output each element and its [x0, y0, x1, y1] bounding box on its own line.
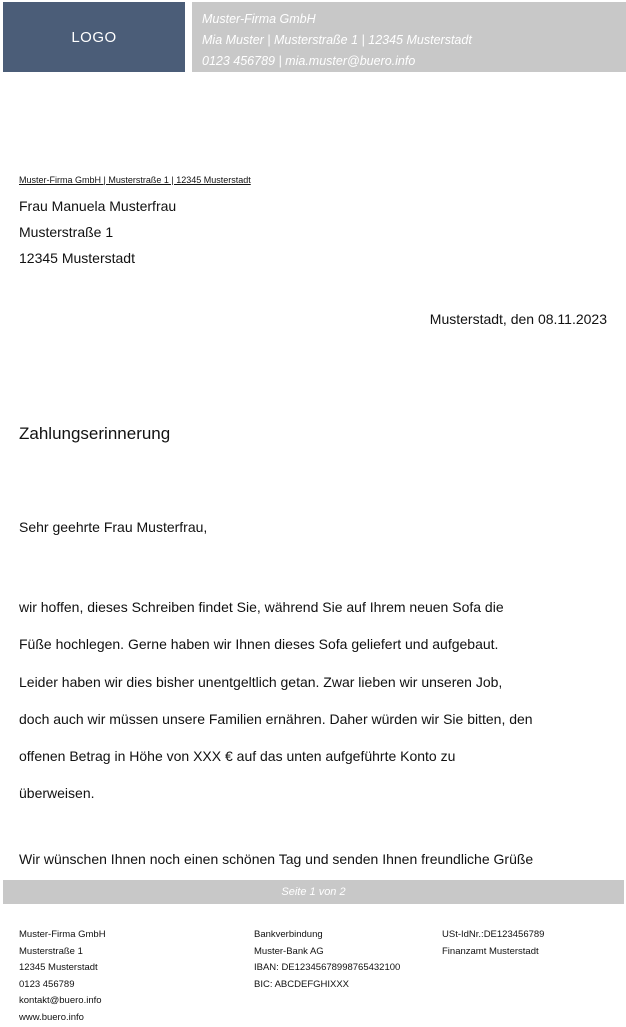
footer-company-website: www.buero.info — [19, 1011, 84, 1023]
footer-company-column — [19, 927, 106, 1027]
footer-tax-column — [442, 927, 544, 960]
body-line: Leider haben wir dies bisher unentgeltlich getan. Zwar lieben wir unseren Job, — [19, 673, 503, 690]
letterhead-contact: 0123 456789 | mia.muster@buero.info — [202, 54, 416, 68]
footer-bank-column — [254, 927, 400, 993]
footer-company-phone: 0123 456789 — [19, 978, 75, 990]
letterhead-address: Mia Muster | Musterstraße 1 | 12345 Musterstadt — [202, 33, 472, 47]
letter-date: Musterstadt, den 08.11.2023 — [429, 311, 607, 327]
salutation: Sehr geehrte Frau Musterfrau, — [19, 519, 208, 535]
page-indicator-bar — [3, 880, 624, 904]
footer-bank-heading: Bankverbindung — [254, 929, 323, 940]
recipient-name: Frau Manuela Musterfrau — [19, 198, 177, 214]
page-indicator: Seite 1 von 2 — [281, 886, 346, 898]
closing-line: Wir wünschen Ihnen noch einen schönen Tag und senden Ihnen freundliche Grüße — [19, 851, 534, 867]
body-line: Füße hochlegen. Gerne haben wir Ihnen dieses Sofa geliefert und aufgebaut. — [19, 636, 499, 653]
footer-company-email: kontakt@buero.info — [19, 995, 102, 1007]
letterhead-company: Muster-Firma GmbH — [202, 12, 316, 26]
body-line: offenen Betrag in Höhe von XXX € auf das unten aufgeführte Konto zu — [19, 748, 456, 765]
body-line: wir hoffen, dieses Schreiben findet Sie, während Sie auf Ihrem neuen Sofa die — [19, 599, 504, 615]
letterhead-bar — [192, 2, 626, 72]
footer-tax-id: USt-IdNr.:DE123456789 — [442, 929, 545, 940]
letter-body — [19, 589, 609, 813]
footer-bank-iban: IBAN: DE12345678998765432100 — [254, 962, 401, 974]
body-line: überweisen. — [19, 785, 95, 802]
company-logo: LOGO — [3, 2, 185, 72]
footer-company-street: Musterstraße 1 — [19, 945, 83, 957]
return-address-line: Muster-Firma GmbH | Musterstraße 1 | 12345 Musterstadt — [19, 175, 251, 185]
footer-bank-bic: BIC: ABCDEFGHIXXX — [254, 978, 350, 990]
letter-subject: Zahlungserinnerung — [19, 424, 171, 443]
recipient-city: 12345 Musterstadt — [19, 250, 135, 266]
body-line: doch auch wir müssen unsere Familien ernähren. Daher würden wir Sie bitten, den — [19, 710, 533, 727]
footer-tax-office: Finanzamt Musterstadt — [442, 945, 539, 957]
recipient-street: Musterstraße 1 — [19, 224, 114, 240]
footer-company-name: Muster-Firma GmbH — [19, 929, 106, 940]
footer-company-city: 12345 Musterstadt — [19, 962, 98, 974]
recipient-address — [19, 193, 176, 271]
footer-bank-name: Muster-Bank AG — [254, 945, 324, 957]
